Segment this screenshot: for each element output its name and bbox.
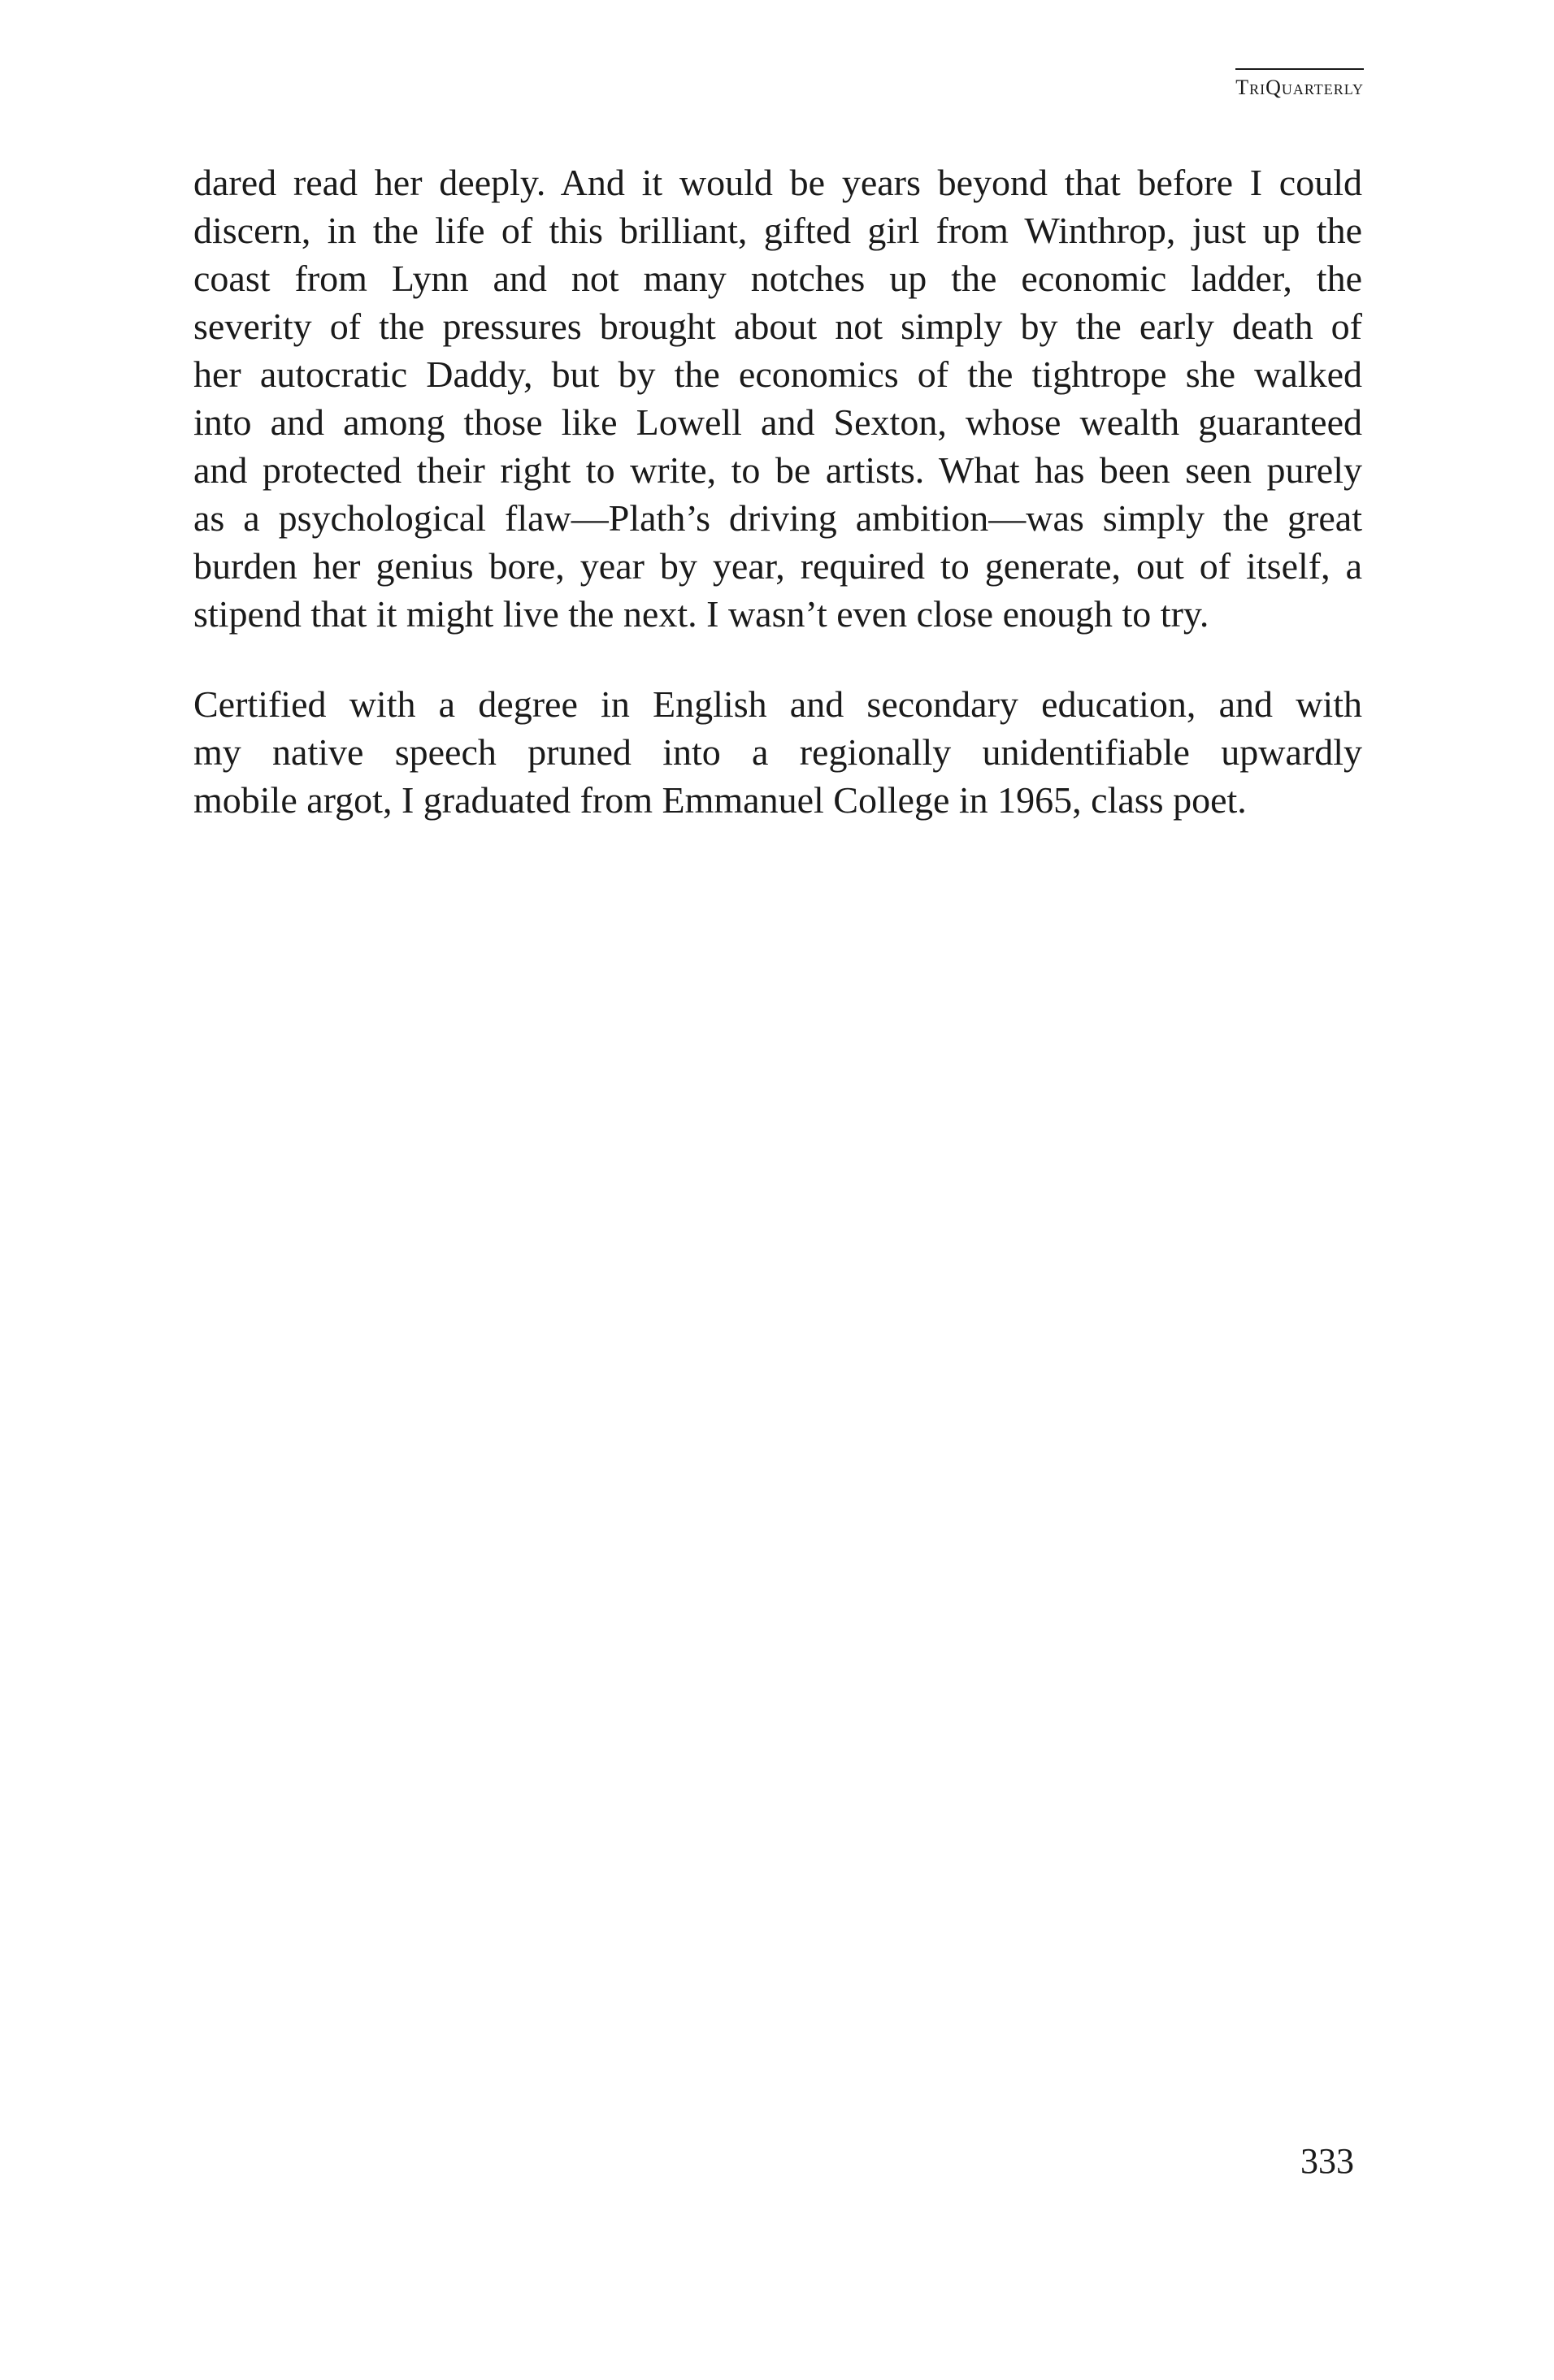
text-line: severity of the pressures brought about not simply by the early death of [193, 306, 1362, 347]
paragraph-spacer [193, 638, 1362, 680]
text-line: discern, in the life of this brilliant, gifted girl from Winthrop, just up the [193, 210, 1362, 251]
paragraph [193, 680, 1362, 824]
text-line: as a psychological flaw—Plath’s driving ambition—was simply the great [193, 497, 1362, 539]
page-number: 333 [1300, 2141, 1354, 2181]
text-line: Certified with a degree in English and secondary education, and with [193, 683, 1362, 725]
text-line: into and among those like Lowell and Sexton, whose wealth guaranteed [193, 401, 1362, 443]
text-line: burden her genius bore, year by year, required to generate, out of itself, a [193, 545, 1362, 587]
paragraph [193, 158, 1362, 638]
text-line: mobile argot, I graduated from Emmanuel College in 1965, class poet. [193, 779, 1247, 821]
body-text [193, 158, 1362, 824]
text-line: and protected their right to write, to be artists. What has been seen purely [193, 449, 1362, 491]
text-line: coast from Lynn and not many notches up the economic ladder, the [193, 258, 1362, 299]
running-head: TriQuarterly [1235, 68, 1364, 100]
text-line: dared read her deeply. And it would be years beyond that before I could [193, 162, 1362, 203]
text-line: her autocratic Daddy, but by the economics of the tightrope she walked [193, 353, 1362, 395]
text-line: stipend that it might live the next. I wasn’t even close enough to try. [193, 593, 1209, 635]
text-line: my native speech pruned into a regionally unidentifiable upwardly [193, 731, 1362, 773]
